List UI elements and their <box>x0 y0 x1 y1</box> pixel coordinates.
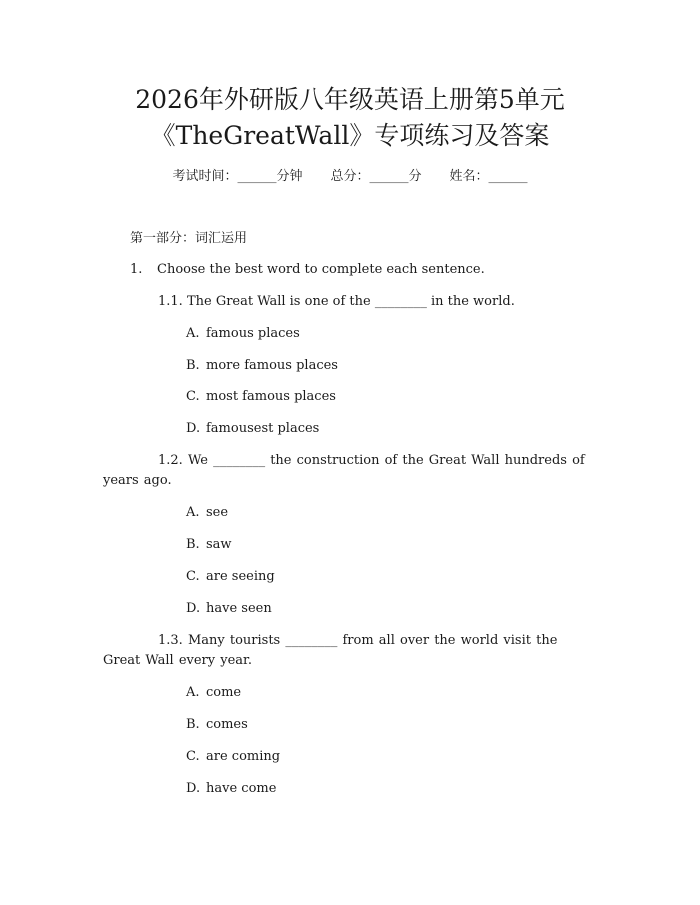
option-1-2-a[interactable] <box>186 503 228 523</box>
option-1-1-d[interactable] <box>186 419 319 439</box>
option-text: more famous places <box>206 358 338 373</box>
option-letter: C. <box>186 749 200 764</box>
sub-question-1-1 <box>158 292 515 312</box>
option-letter: C. <box>186 569 200 584</box>
option-1-2-d[interactable] <box>186 599 272 619</box>
student-name-field: 姓名：______ <box>449 169 528 184</box>
option-text: famousest places <box>206 421 320 436</box>
option-text: are coming <box>206 749 281 764</box>
option-letter: A. <box>186 505 200 520</box>
exam-time-field: 考试时间：______分钟 <box>172 169 303 184</box>
document-title-line-1: 2026年外研版八年级英语上册第5单元 <box>135 85 565 114</box>
option-text: comes <box>206 717 248 732</box>
option-1-3-b[interactable] <box>186 715 248 735</box>
option-1-2-b[interactable] <box>186 535 232 555</box>
option-1-2-c[interactable] <box>186 567 275 587</box>
option-letter: D. <box>186 601 201 616</box>
option-letter: B. <box>186 537 200 552</box>
question-instruction: Choose the best word to complete each sentence. <box>157 262 485 277</box>
exam-info-row <box>0 168 700 186</box>
sub-question-text: The Great Wall is one of the ________ in the world. <box>186 294 515 309</box>
question-1 <box>130 260 485 280</box>
sub-question-number: 1.2. <box>158 453 183 468</box>
sub-question-text: We ________ the construction of the Great Wall hundreds of years ago. <box>103 453 585 488</box>
question-number: 1. <box>130 262 143 277</box>
sub-question-number: 1.1. <box>158 294 183 309</box>
option-text: see <box>206 505 229 520</box>
option-1-3-d[interactable] <box>186 779 276 799</box>
option-1-1-a[interactable] <box>186 324 300 344</box>
option-text: saw <box>206 537 232 552</box>
option-letter: D. <box>186 421 201 436</box>
option-text: famous places <box>206 326 300 341</box>
option-1-1-b[interactable] <box>186 356 338 376</box>
sub-question-1-2 <box>103 451 593 491</box>
sub-question-1-3 <box>103 631 593 671</box>
option-letter: B. <box>186 717 200 732</box>
option-text: come <box>206 685 242 700</box>
option-text: have seen <box>206 601 272 616</box>
exam-score-field: 总分：______分 <box>330 169 422 184</box>
option-text: are seeing <box>206 569 275 584</box>
option-letter: A. <box>186 685 200 700</box>
option-text: most famous places <box>206 389 336 404</box>
option-letter: C. <box>186 389 200 404</box>
section-title: 第一部分：词汇运用 <box>130 231 248 246</box>
option-text: have come <box>206 781 277 796</box>
sub-question-number: 1.3. <box>158 633 183 648</box>
option-1-3-c[interactable] <box>186 747 280 767</box>
option-letter: B. <box>186 358 200 373</box>
option-letter: A. <box>186 326 200 341</box>
option-letter: D. <box>186 781 201 796</box>
option-1-1-c[interactable] <box>186 387 336 407</box>
option-1-3-a[interactable] <box>186 683 241 703</box>
sub-question-text: Many tourists ________ from all over the world visit the Great Wall every year. <box>103 633 558 668</box>
document-title-line-2: 《TheGreatWall》专项练习及答案 <box>150 121 550 150</box>
